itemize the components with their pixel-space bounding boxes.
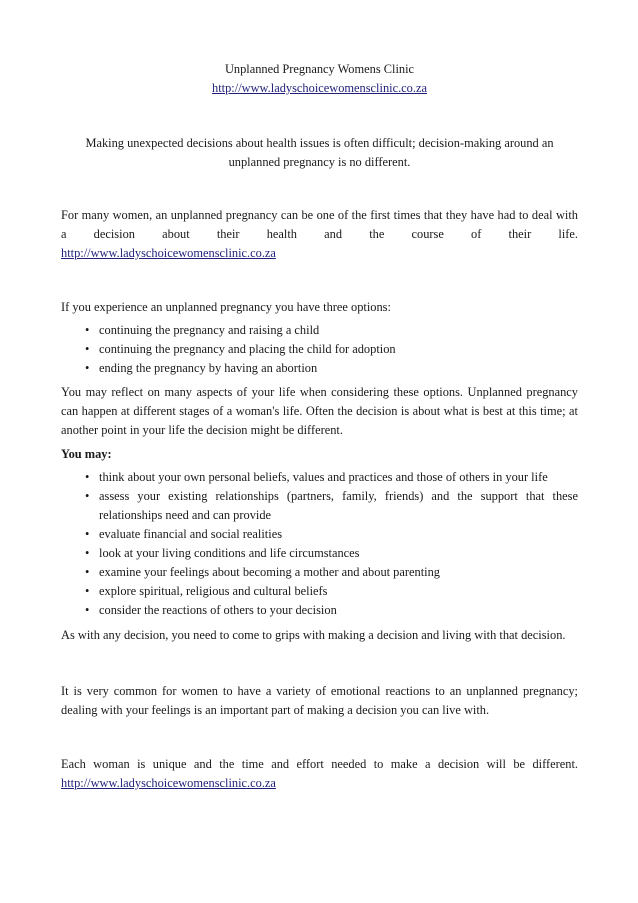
paragraph-each-woman-text: Each woman is unique and the time and effort needed to make a decision will be different. bbox=[61, 757, 578, 771]
list-item bbox=[61, 321, 578, 340]
list-item-text: explore spiritual, religious and cultural beliefs bbox=[99, 584, 328, 598]
paragraph-each-woman bbox=[61, 755, 578, 793]
list-item bbox=[61, 359, 578, 378]
you-may-heading: You may: bbox=[61, 447, 112, 461]
bullet-icon: • bbox=[85, 323, 90, 337]
paragraph-many-women-text: For many women, an unplanned pregnancy can be one of the first times that they have had to deal with a decision about their health and the course of their life. bbox=[61, 208, 578, 241]
list-item bbox=[61, 601, 578, 620]
document-title: Unplanned Pregnancy Womens Clinic bbox=[224, 62, 415, 76]
list-item-text: examine your feelings about becoming a mother and about parenting bbox=[99, 565, 440, 579]
bullet-icon: • bbox=[85, 527, 90, 541]
options-lead: If you experience an unplanned pregnancy you have three options: bbox=[61, 300, 391, 314]
list-item-text: continuing the pregnancy and placing the child for adoption bbox=[99, 342, 396, 356]
title-url-link[interactable]: http://www.ladyschoicewomensclinic.co.za bbox=[212, 81, 427, 95]
list-item bbox=[61, 468, 578, 487]
list-item-text: continuing the pregnancy and raising a child bbox=[99, 323, 320, 337]
bullet-icon: • bbox=[85, 603, 90, 617]
list-item bbox=[61, 487, 578, 525]
list-item-text: think about your own personal beliefs, values and practices and those of others in your life bbox=[99, 470, 548, 484]
paragraph-many-women bbox=[61, 206, 578, 263]
bullet-icon: • bbox=[85, 546, 90, 560]
list-item-text: ending the pregnancy by having an abortion bbox=[99, 361, 318, 375]
paragraph-come-to-grips: As with any decision, you need to come to grips with making a decision and living with that decision. bbox=[61, 628, 566, 642]
paragraph-reflect: You may reflect on many aspects of your life when considering these options. Unplanned pregnancy can happen at different stages of a woman's life. Often the decision is about what is best at this time; at another point in your life the decision might be different. bbox=[61, 385, 578, 437]
bullet-icon: • bbox=[85, 470, 90, 484]
paragraph-emotional-reactions: It is very common for women to have a variety of emotional reactions to an unplanned pregnancy; dealing with your feelings is an important part of making a decision you can live with. bbox=[61, 684, 578, 717]
bullet-icon: • bbox=[85, 342, 90, 356]
list-item bbox=[61, 340, 578, 359]
bullet-icon: • bbox=[85, 489, 90, 503]
list-item bbox=[61, 525, 578, 544]
title-link-wrapper bbox=[61, 79, 578, 98]
list-item bbox=[61, 563, 578, 582]
list-item bbox=[61, 582, 578, 601]
list-item-text: evaluate financial and social realities bbox=[99, 527, 283, 541]
paragraph-many-women-link[interactable]: http://www.ladyschoicewomensclinic.co.za bbox=[61, 246, 276, 260]
list-item bbox=[61, 544, 578, 563]
paragraph-each-woman-link[interactable]: http://www.ladyschoicewomensclinic.co.za bbox=[61, 776, 276, 790]
intro-paragraph: Making unexpected decisions about health issues is often difficult; decision-making around an unplanned pregnancy is no different. bbox=[85, 136, 554, 169]
you-may-list bbox=[61, 468, 578, 620]
bullet-icon: • bbox=[85, 584, 90, 598]
list-item-text: consider the reactions of others to your decision bbox=[99, 603, 337, 617]
list-item-text: assess your existing relationships (partners, family, friends) and the support that these relationships need and can provide bbox=[99, 489, 578, 522]
bullet-icon: • bbox=[85, 565, 90, 579]
list-item-text: look at your living conditions and life circumstances bbox=[99, 546, 360, 560]
document-page bbox=[61, 60, 578, 793]
bullet-icon: • bbox=[85, 361, 90, 375]
options-list bbox=[61, 321, 578, 378]
